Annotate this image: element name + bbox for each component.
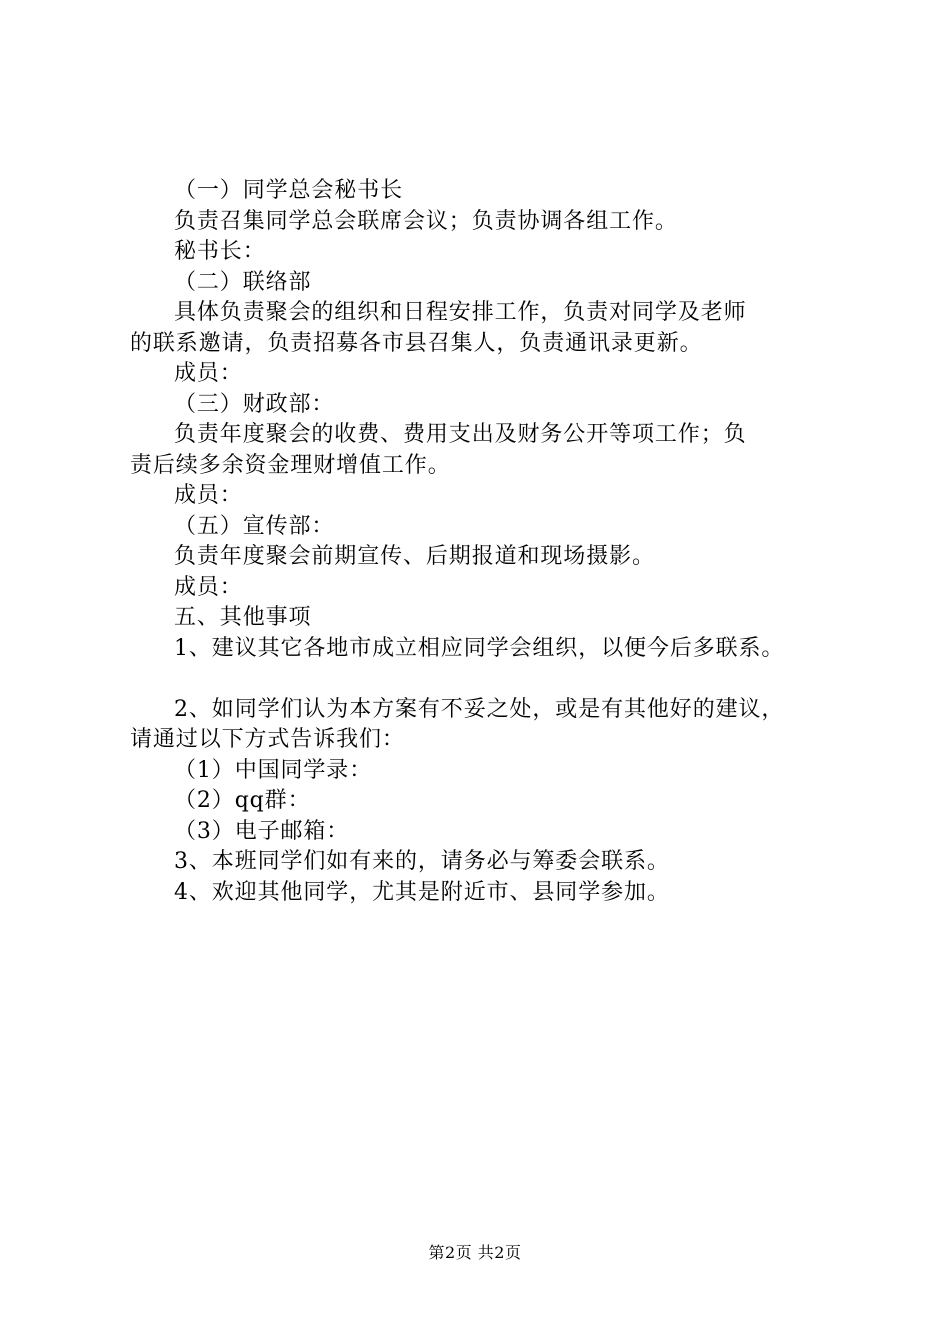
document-body <box>130 176 855 908</box>
list-item-4: 4、欢迎其他同学，尤其是附近市、县同学参加。 <box>174 879 670 905</box>
paragraph-secretary-duties: 负责召集同学总会联席会议；负责协调各组工作。 <box>174 208 678 234</box>
blank-line <box>130 664 855 695</box>
list-item-3: 3、本班同学们如有来的，请务必与筹委会联系。 <box>174 849 670 874</box>
section-heading-publicity: （五）宣传部： <box>174 513 335 539</box>
paragraph-finance-duties-line-1: 负责年度聚会的收费、费用支出及财务公开等项工作；负 <box>174 422 747 447</box>
list-item-2-line-1: 2、如同学们认为本方案有不妥之处，或是有其他好的建议， <box>174 696 785 722</box>
section-heading-finance: （三）财政部： <box>174 391 335 417</box>
page-number-footer: 第2页 共2页 <box>428 1243 522 1262</box>
contact-method-classmates-site: （1）中国同学录： <box>174 757 373 783</box>
section-heading-other-matters: 五、其他事项 <box>174 605 312 630</box>
paragraph-finance-duties-line-2: 责后续多余资金理财增值工作。 <box>130 452 451 478</box>
label-members-finance: 成员： <box>174 483 243 508</box>
paragraph-liaison-duties-line-2: 的联系邀请，负责招募各市县召集人，负责通讯录更新。 <box>130 330 703 356</box>
section-heading-secretary-general: （一）同学总会秘书长 <box>174 178 404 203</box>
label-members-publicity: 成员： <box>174 574 243 600</box>
contact-method-email: （3）电子邮箱： <box>174 818 350 844</box>
list-item-2-line-2: 请通过以下方式告诉我们： <box>130 727 405 752</box>
paragraph-liaison-duties-line-1: 具体负责聚会的组织和日程安排工作，负责对同学及老师 <box>174 300 747 325</box>
section-heading-liaison: （二）联络部 <box>174 269 312 295</box>
list-item-1: 1、建议其它各地市成立相应同学会组织，以便今后多联系。 <box>174 635 785 661</box>
contact-method-qq-group: （2）qq群： <box>174 788 311 813</box>
paragraph-publicity-duties: 负责年度聚会前期宣传、后期报道和现场摄影。 <box>174 544 655 569</box>
label-secretary: 秘书长： <box>174 239 266 264</box>
label-members-liaison: 成员： <box>174 361 243 386</box>
